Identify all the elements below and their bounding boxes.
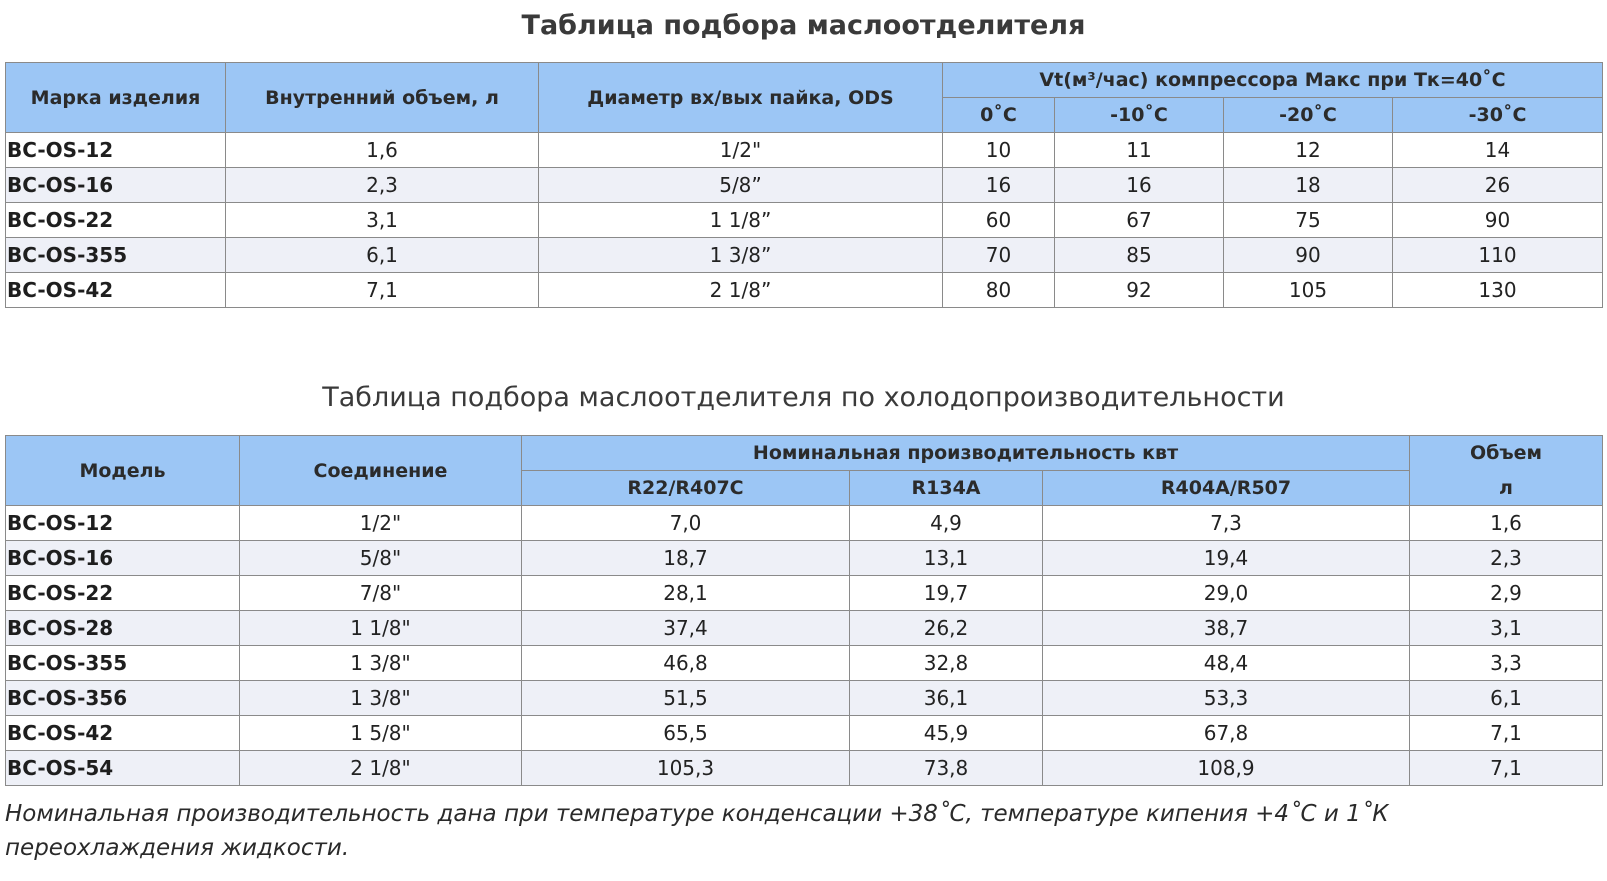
- cell-r134: 45,9: [850, 716, 1043, 751]
- cell-connection: 1 5/8": [240, 716, 522, 751]
- cell-r22: 37,4: [522, 611, 850, 646]
- cell-model: BC-OS-22: [6, 203, 226, 238]
- cell-connection: 1 3/8": [240, 646, 522, 681]
- cell-diameter: 1 1/8”: [539, 203, 943, 238]
- cell-connection: 2 1/8": [240, 751, 522, 786]
- table-row: [6, 238, 1603, 273]
- header-temp-minus20: -20˚С: [1224, 98, 1393, 133]
- header-volume: Внутренний объем, л: [226, 63, 539, 133]
- header-capacity-group: Номинальная производительность квт: [522, 436, 1410, 471]
- cell-diameter: 2 1/8”: [539, 273, 943, 308]
- cell-r134: 73,8: [850, 751, 1043, 786]
- header-connection: Соединение: [240, 436, 522, 506]
- cell-model: BC-OS-12: [6, 133, 226, 168]
- table-row: [6, 203, 1603, 238]
- cell-r22: 65,5: [522, 716, 850, 751]
- cell-t10: 67: [1055, 203, 1224, 238]
- cell-t20: 105: [1224, 273, 1393, 308]
- header-r22: R22/R407C: [522, 471, 850, 506]
- header-volume-unit: л: [1410, 471, 1603, 506]
- cell-volume: 6,1: [1410, 681, 1603, 716]
- cell-model: BC-OS-42: [6, 716, 240, 751]
- cell-model: BC-OS-28: [6, 611, 240, 646]
- table-row: [6, 716, 1603, 751]
- cell-r134: 4,9: [850, 506, 1043, 541]
- cell-diameter: 1 3/8”: [539, 238, 943, 273]
- cell-r404: 53,3: [1043, 681, 1410, 716]
- cell-r22: 46,8: [522, 646, 850, 681]
- cell-model: BC-OS-42: [6, 273, 226, 308]
- cell-r22: 28,1: [522, 576, 850, 611]
- cell-volume: 3,1: [226, 203, 539, 238]
- cell-volume: 2,3: [1410, 541, 1603, 576]
- header-model: Модель: [6, 436, 240, 506]
- table2-title: Таблица подбора маслоотделителя по холодопроизводительности: [322, 382, 1285, 413]
- cell-t30: 26: [1393, 168, 1603, 203]
- cell-t10: 85: [1055, 238, 1224, 273]
- cell-r404: 29,0: [1043, 576, 1410, 611]
- cell-r22: 51,5: [522, 681, 850, 716]
- cell-t10: 92: [1055, 273, 1224, 308]
- cell-r134: 32,8: [850, 646, 1043, 681]
- cell-model: BC-OS-16: [6, 168, 226, 203]
- footnote: Номинальная производительность дана при температуре конденсации +38˚С, температуре кипения +4˚С и 1˚К переохлаждения жидкости.: [5, 801, 1389, 861]
- table-row: [6, 506, 1603, 541]
- header-r404a: R404A/R507: [1043, 471, 1410, 506]
- cell-r404: 19,4: [1043, 541, 1410, 576]
- cell-r22: 7,0: [522, 506, 850, 541]
- cell-r404: 108,9: [1043, 751, 1410, 786]
- cell-connection: 1 1/8": [240, 611, 522, 646]
- cell-volume: 7,1: [226, 273, 539, 308]
- cell-t10: 11: [1055, 133, 1224, 168]
- cell-model: BC-OS-355: [6, 238, 226, 273]
- cell-volume: 6,1: [226, 238, 539, 273]
- cell-r134: 26,2: [850, 611, 1043, 646]
- header-brand: Марка изделия: [6, 63, 226, 133]
- cell-model: BC-OS-16: [6, 541, 240, 576]
- capacity-selection-table: [5, 435, 1603, 786]
- table-row: [6, 751, 1603, 786]
- cell-r404: 67,8: [1043, 716, 1410, 751]
- table-row: [6, 541, 1603, 576]
- cell-t20: 75: [1224, 203, 1393, 238]
- cell-connection: 5/8": [240, 541, 522, 576]
- cell-r134: 19,7: [850, 576, 1043, 611]
- header-temp-minus10: -10˚С: [1055, 98, 1224, 133]
- cell-t30: 110: [1393, 238, 1603, 273]
- cell-volume: 1,6: [226, 133, 539, 168]
- cell-connection: 1 3/8": [240, 681, 522, 716]
- header-compressor-group: Vt(м³/час) компрессора Макс при Тк=40˚С: [943, 63, 1603, 98]
- header-temp-minus30: -30˚С: [1393, 98, 1603, 133]
- cell-r404: 48,4: [1043, 646, 1410, 681]
- cell-t30: 130: [1393, 273, 1603, 308]
- cell-volume: 3,1: [1410, 611, 1603, 646]
- cell-model: BC-OS-355: [6, 646, 240, 681]
- cell-t0: 16: [943, 168, 1055, 203]
- cell-r404: 7,3: [1043, 506, 1410, 541]
- table-row: [6, 611, 1603, 646]
- cell-diameter: 5/8”: [539, 168, 943, 203]
- cell-r404: 38,7: [1043, 611, 1410, 646]
- table-row: [6, 646, 1603, 681]
- cell-t20: 12: [1224, 133, 1393, 168]
- cell-r134: 13,1: [850, 541, 1043, 576]
- cell-model: BC-OS-356: [6, 681, 240, 716]
- cell-model: BC-OS-22: [6, 576, 240, 611]
- cell-model: BC-OS-54: [6, 751, 240, 786]
- cell-t20: 90: [1224, 238, 1393, 273]
- table-row: [6, 681, 1603, 716]
- cell-t0: 80: [943, 273, 1055, 308]
- oil-separator-selection-table: [5, 62, 1603, 308]
- cell-connection: 1/2": [240, 506, 522, 541]
- table1-title: Таблица подбора маслоотделителя: [521, 10, 1086, 41]
- table-row: [6, 133, 1603, 168]
- cell-t30: 90: [1393, 203, 1603, 238]
- cell-volume: 2,3: [226, 168, 539, 203]
- cell-connection: 7/8": [240, 576, 522, 611]
- table-row: [6, 273, 1603, 308]
- header-diameter: Диаметр вх/вых пайка, ODS: [539, 63, 943, 133]
- cell-volume: 2,9: [1410, 576, 1603, 611]
- cell-t0: 10: [943, 133, 1055, 168]
- cell-volume: 1,6: [1410, 506, 1603, 541]
- cell-t0: 70: [943, 238, 1055, 273]
- cell-r22: 18,7: [522, 541, 850, 576]
- header-r134a: R134A: [850, 471, 1043, 506]
- cell-r134: 36,1: [850, 681, 1043, 716]
- cell-t0: 60: [943, 203, 1055, 238]
- cell-r22: 105,3: [522, 751, 850, 786]
- table-row: [6, 576, 1603, 611]
- table-row: [6, 168, 1603, 203]
- cell-volume: 7,1: [1410, 751, 1603, 786]
- cell-model: BC-OS-12: [6, 506, 240, 541]
- cell-t30: 14: [1393, 133, 1603, 168]
- cell-volume: 7,1: [1410, 716, 1603, 751]
- cell-volume: 3,3: [1410, 646, 1603, 681]
- header-temp-0: 0˚С: [943, 98, 1055, 133]
- header-volume-top: Объем: [1410, 436, 1603, 471]
- cell-t10: 16: [1055, 168, 1224, 203]
- cell-t20: 18: [1224, 168, 1393, 203]
- cell-diameter: 1/2": [539, 133, 943, 168]
